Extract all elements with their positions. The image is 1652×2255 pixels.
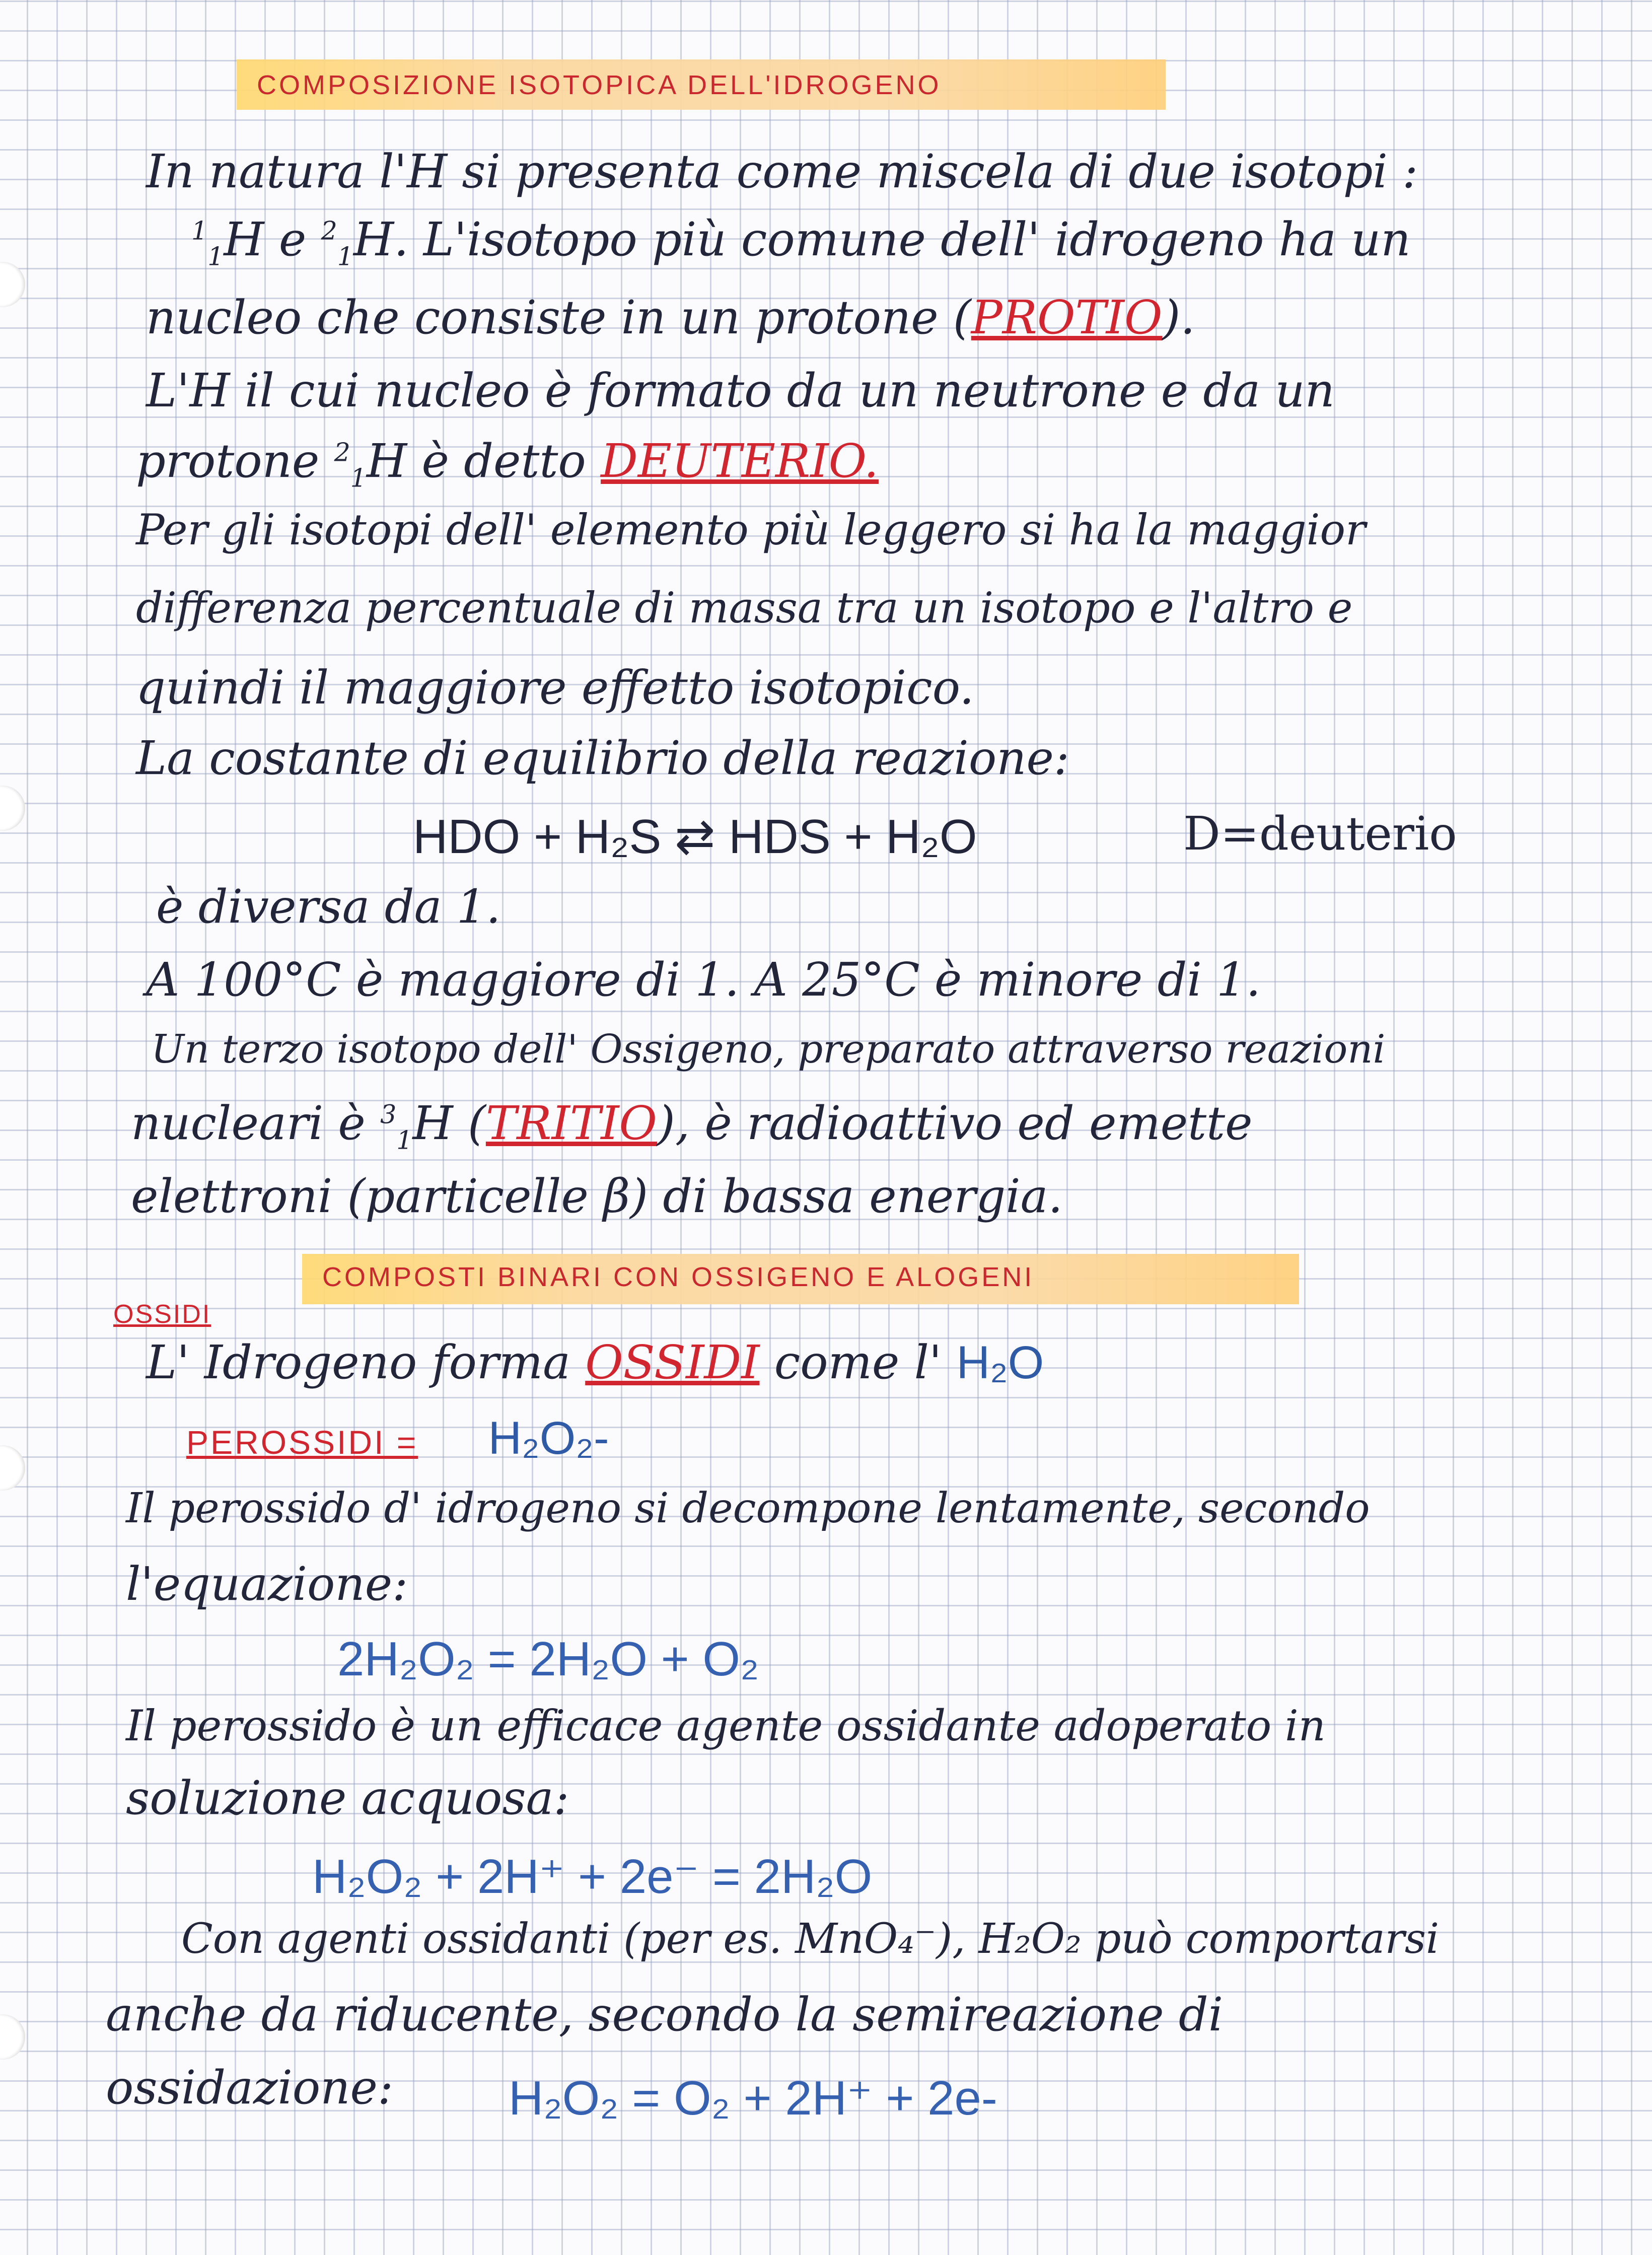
section-title: COMPOSIZIONE ISOTOPICA DELL'IDROGENO <box>257 70 942 100</box>
perossidi-label: PEROSSIDI = <box>186 1424 418 1461</box>
text-line: nucleari è $^3_1$H (TRITIO), è radioattivo ed emette <box>131 1096 1253 1155</box>
text-line: Con agenti ossidanti (per es. MnO₄⁻), H₂O₂ può comportarsi <box>181 1915 1440 1963</box>
text-line: Il perossido è un efficace agente ossidante adoperato in <box>126 1701 1326 1750</box>
isotope-h3: $^3_1$ <box>380 1099 413 1155</box>
text-line: Il perossido d' idrogeno si decompone lentamente, secondo <box>126 1485 1370 1532</box>
text-line <box>186 1413 609 1464</box>
text-line: differenza percentuale di massa tra un isotopo e l'altro e <box>136 583 1353 632</box>
text-line: nucleo che consiste in un protone (PROTIO). <box>146 291 1195 344</box>
text-line: La costante di equilibrio della reazione: <box>136 731 1069 785</box>
equation-oxidation: H₂O₂ = O₂ + 2H⁺ + 2e- <box>509 2071 997 2125</box>
equation-reduction: H₂O₂ + 2H⁺ + 2e⁻ = 2H₂O <box>312 1850 873 1904</box>
text-line: elettroni (particelle β) di bassa energia. <box>131 1169 1063 1223</box>
formula-water: H₂O <box>956 1337 1044 1388</box>
binder-hole <box>0 786 25 831</box>
protio-label: PROTIO <box>971 291 1163 344</box>
ossidi-label: OSSIDI <box>585 1335 760 1389</box>
text-line: $^1_1$H e $^2_1$H. L'isotopo più comune dell' idrogeno ha un <box>191 213 1411 271</box>
text-line: L' Idrogeno forma OSSIDI come l' H₂O <box>146 1335 1044 1389</box>
isotope-h2: $^2_1$ <box>334 437 367 493</box>
section-title: COMPOSTI BINARI CON OSSIGENO E ALOGENI <box>322 1262 1035 1292</box>
text-line: l'equazione: <box>126 1557 408 1611</box>
text-line: L'H il cui nucleo è formato da un neutrone e da un <box>146 364 1335 417</box>
binder-hole <box>0 1445 25 1491</box>
isotope-h2: $^2_1$ <box>321 216 353 271</box>
equation-decomposition: 2H₂O₂ = 2H₂O + O₂ <box>337 1632 759 1686</box>
reaction-note: D=deuterio <box>1183 807 1457 861</box>
text-line: quindi il maggiore effetto isotopico. <box>136 661 974 715</box>
formula-peroxide: H₂O₂- <box>488 1413 609 1464</box>
binder-hole <box>0 2014 25 2060</box>
text-line: è diversa da 1. <box>156 880 501 934</box>
text-line: soluzione acquosa: <box>126 1771 569 1825</box>
text-line: ossidazione: <box>106 2061 393 2115</box>
binder-hole <box>0 262 25 307</box>
text-line: protone $^2_1$H è detto DEUTERIO. <box>136 434 879 493</box>
text-line: Per gli isotopi dell' elemento più leggero si ha la maggior <box>136 505 1366 554</box>
deuterio-label: DEUTERIO. <box>601 434 879 488</box>
tritio-label: TRITIO <box>485 1096 657 1150</box>
reaction-equation: HDO + H₂S ⇄ HDS + H₂O <box>413 810 977 864</box>
text-line: Un terzo isotopo dell' Ossigeno, preparato attraverso reazioni <box>151 1027 1386 1072</box>
isotope-h1: $^1_1$ <box>191 216 224 271</box>
text-line: In natura l'H si presenta come miscela di due isotopi : <box>146 145 1418 198</box>
text-line: anche da riducente, secondo la semireazione di <box>106 1988 1224 2041</box>
text-line: A 100°C è maggiore di 1. A 25°C è minore di 1. <box>146 953 1261 1007</box>
margin-label-ossidi: OSSIDI <box>113 1300 211 1329</box>
